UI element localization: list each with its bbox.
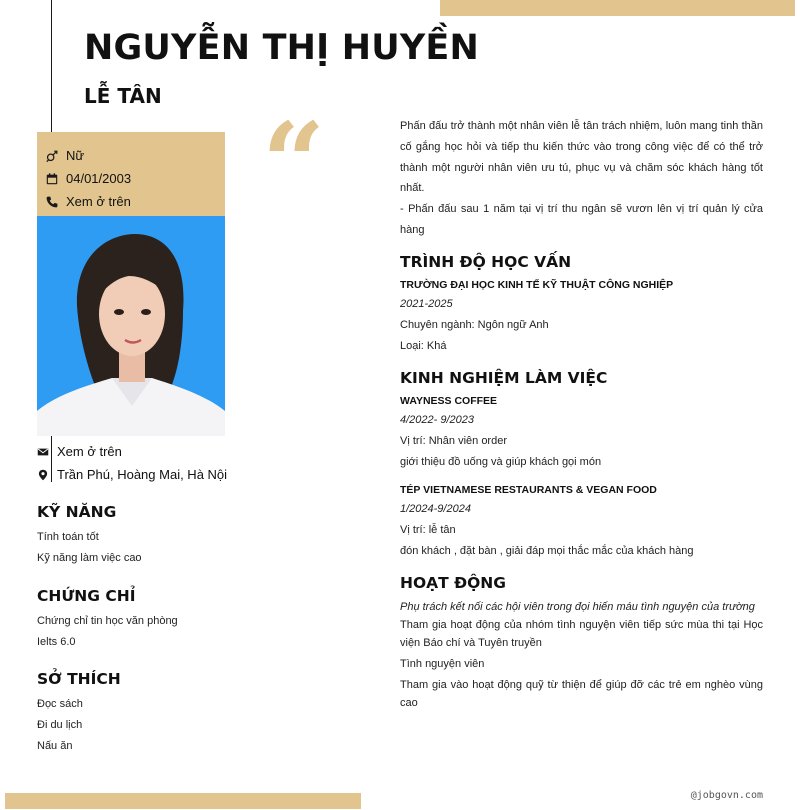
location-pin-icon: [37, 469, 49, 481]
site-watermark: @jobgovn.com: [690, 790, 763, 801]
job-period: 1/2024-9/2024: [400, 502, 471, 515]
hobbies-section: [37, 670, 337, 757]
certificates-title: CHỨNG CHỈ: [37, 587, 136, 605]
activity-item: Tình nguyện viên: [400, 657, 485, 670]
hobby-item: Đọc sách: [37, 698, 83, 710]
experience-title: KINH NGHIỆM LÀM VIỆC: [400, 368, 608, 387]
quote-mark-icon: “: [262, 98, 326, 227]
phone-icon: [45, 195, 59, 209]
experience-section: [400, 369, 763, 562]
bottom-accent-bar: [5, 793, 361, 809]
activity-item: Tham gia vào hoạt động quỹ từ thiện để giúp đỡ các trẻ em nghèo vùng cao: [400, 678, 763, 709]
education-major: Chuyên ngành: Ngôn ngữ Anh: [400, 318, 549, 331]
job-description: đón khách , đặt bàn , giải đáp mọi thắc mắc của khách hàng: [400, 544, 694, 557]
address-value: Trần Phú, Hoàng Mai, Hà Nội: [57, 467, 228, 482]
education-period: 2021-2025: [400, 297, 453, 310]
candidate-role: LỄ TÂN: [84, 84, 162, 108]
activity-item: Tham gia hoạt động của nhóm tình nguyện viên tiếp sức mùa thi tại Học viện Báo chí và Tuyên truyền: [400, 618, 763, 649]
left-divider-line-top: [51, 0, 52, 132]
profile-photo: [37, 216, 225, 436]
school-name: TRƯỜNG ĐẠI HỌC KINH TẾ KỸ THUẬT CÔNG NGHIỆP: [400, 278, 674, 291]
email-row: [37, 440, 267, 463]
activity-role: Phụ trách kết nối các hội viên trong đọi hiến máu tình nguyện của trường: [400, 600, 755, 613]
job-position: Vị trí: Nhân viên order: [400, 434, 507, 447]
education-section: [400, 253, 763, 357]
gender-icon: [45, 149, 59, 163]
career-objective: [400, 116, 763, 241]
personal-info-box: [37, 132, 225, 216]
dob-value: 04/01/2003: [66, 171, 132, 186]
phone-row: [37, 190, 225, 213]
education-title: TRÌNH ĐỘ HỌC VẤN: [400, 252, 572, 271]
education-grade: Loại: Khá: [400, 339, 447, 352]
envelope-icon: [37, 446, 49, 458]
objective-paragraph: Phấn đấu trở thành một nhân viên lễ tân trách nhiệm, luôn mang tinh thần cố gắng học hỏi và tiếp thu kiến thức vào trong công việc để có thể trở thành một người nhân viên ưu tú, phục vụ và chăm sóc khách hàng tốt nhất.: [400, 120, 763, 195]
job-entry: [400, 482, 763, 562]
email-value: Xem ở trên: [57, 444, 122, 459]
gender-value: Nữ: [66, 148, 85, 163]
address-row: [37, 463, 267, 486]
hobby-item: Đi du lịch: [37, 719, 83, 731]
hobby-item: Nấu ăn: [37, 740, 73, 752]
job-company: TÉP VIETNAMESE RESTAURANTS & VEGAN FOOD: [400, 483, 657, 496]
skill-item: Kỹ năng làm việc cao: [37, 552, 142, 564]
hobbies-title: SỞ THÍCH: [37, 670, 121, 688]
certificate-item: Ielts 6.0: [37, 636, 76, 648]
job-period: 4/2022- 9/2023: [400, 413, 475, 426]
objective-goal: - Phấn đấu sau 1 năm tại vị trí thu ngân sẽ vươn lên vị trí quản lý cửa hàng: [400, 203, 763, 236]
job-entry: [400, 393, 763, 473]
portrait-illustration: [37, 216, 225, 436]
phone-value: Xem ở trên: [66, 194, 131, 209]
skill-item: Tính toán tốt: [37, 531, 99, 543]
candidate-name: NGUYỄN THỊ HUYỀN: [84, 28, 480, 68]
gender-row: [37, 144, 225, 167]
certificate-item: Chứng chỉ tin học văn phòng: [37, 615, 178, 627]
job-company: WAYNESS COFFEE: [400, 394, 498, 407]
contact-info: [37, 440, 267, 486]
certificates-section: [37, 587, 337, 653]
skills-title: KỸ NĂNG: [37, 503, 117, 521]
skills-section: [37, 503, 337, 569]
top-accent-bar: [440, 0, 795, 16]
job-position: Vị trí: lễ tân: [400, 523, 456, 536]
main-content: [400, 116, 763, 715]
activities-title: HOẠT ĐỘNG: [400, 573, 506, 592]
activities-section: [400, 574, 763, 712]
dob-row: [37, 167, 225, 190]
job-description: giới thiệu đồ uống và giúp khách gọi món: [400, 455, 602, 468]
calendar-icon: [45, 172, 59, 186]
